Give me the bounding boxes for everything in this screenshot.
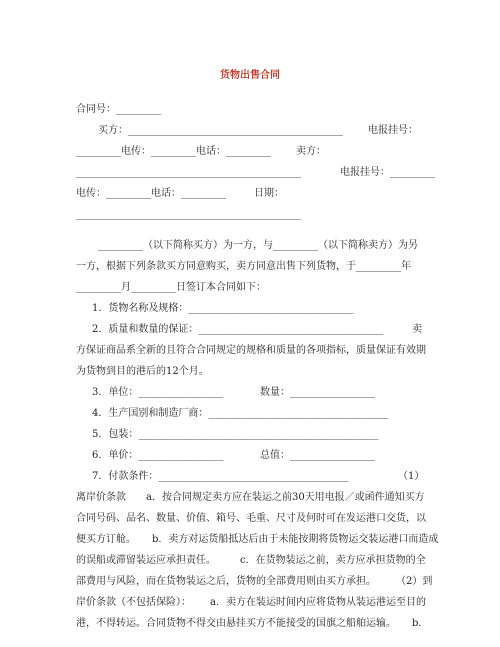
clause-2-quality: 2．质量和数量的保证：_____________________________________	[92, 324, 384, 335]
cfr-terms-label: 岸价条款（不包括保险）：	[76, 597, 191, 608]
date-label: 日期：	[254, 188, 284, 199]
buyer-telegraph-label: 电报挂号：	[368, 125, 418, 136]
clause-3-quantity: 数量：_________________	[260, 387, 375, 398]
clause-5-packing: 5．包装：________________________________________________	[92, 429, 379, 440]
clause-7-payment: 7．付款条件：______________________________________	[92, 471, 349, 482]
fob-b-text-2: 的误船或滞留装运应承担责任。	[76, 555, 216, 566]
document-title: 货物出售合同	[220, 70, 280, 81]
seller-telex-phone-line: 电传：_________电话：_________	[76, 188, 226, 199]
seller-telegraph-line: 电报挂号：_________	[340, 167, 435, 178]
clause-7-sub2-marker: （2）到	[396, 576, 433, 587]
date-line: _____________________________________________	[76, 209, 301, 220]
fob-b-text-1: b．卖方对运货船抵达后由于未能按期将货物运交装运港口而造成	[152, 534, 439, 545]
buyer-line: 买方：___________________________________________	[98, 125, 343, 136]
cfr-a-text-2: 港，不得转运。合同货物不得交由悬挂买方不能接受的国旗之船舶运输。	[76, 618, 396, 629]
clause-3-unit: 3．单位：_________________	[92, 387, 224, 398]
cfr-b-marker: b．	[412, 618, 429, 629]
clause-2-text-2: 为货物到目的港后的12个月。	[76, 366, 209, 377]
fob-c-text-1: c．在货物装运之前，卖方应承担货物的全	[240, 555, 426, 566]
buyer-telex-phone-line: _________电传：_________电话：_________	[76, 146, 271, 157]
seller-label: 卖方：	[296, 146, 326, 157]
fob-a-text-1: a．按合同规定卖方应在装运之前30天用电报／或函件通知买方	[146, 492, 425, 503]
fob-a-text-3: 便买方订舱。	[76, 534, 136, 545]
preamble-line-3: _________月_________日签订本合同如下：	[76, 282, 266, 293]
clause-7-sub1-marker: （1）	[398, 471, 425, 482]
contract-number-line: 合同号：_________	[76, 104, 161, 115]
fob-a-text-2: 合同号码、品名、数量、价值、箱号、毛重、尺寸及何时可在发运港口交货，以	[76, 513, 426, 524]
cfr-a-text-1: a．卖方在装运时间内应将货物从装运港运至目的	[210, 597, 426, 608]
fob-terms-label: 离岸价条款	[76, 492, 126, 503]
clause-1-goods: 1．货物名称及规格：_________________________________	[92, 303, 354, 314]
clause-2-text-1: 方保证商品系全新的且符合合同规定的规格和质量的各项指标，质量保证有效期	[76, 345, 426, 356]
clause-6-unit-price: 6．单价：_________________	[92, 450, 224, 461]
preamble-line-2: 一方，根据下列条款买方同意购买，卖方同意出售下列货物，于_________年	[76, 261, 411, 272]
clause-4-origin: 4．生产国别和制造厂商：____________________________________	[92, 408, 389, 419]
preamble-line-1: _________（以下简称买方）为一方，与_________（以下简称卖方）为另	[98, 240, 418, 251]
clause-2-wrap: 卖	[412, 324, 422, 335]
seller-line: _____________________________________________	[76, 167, 301, 178]
fob-c-text-2: 部费用与风险，而在货物装运之后，货物的全部费用则由买方承担。	[76, 576, 376, 587]
clause-6-total: 总值：_________________	[260, 450, 375, 461]
